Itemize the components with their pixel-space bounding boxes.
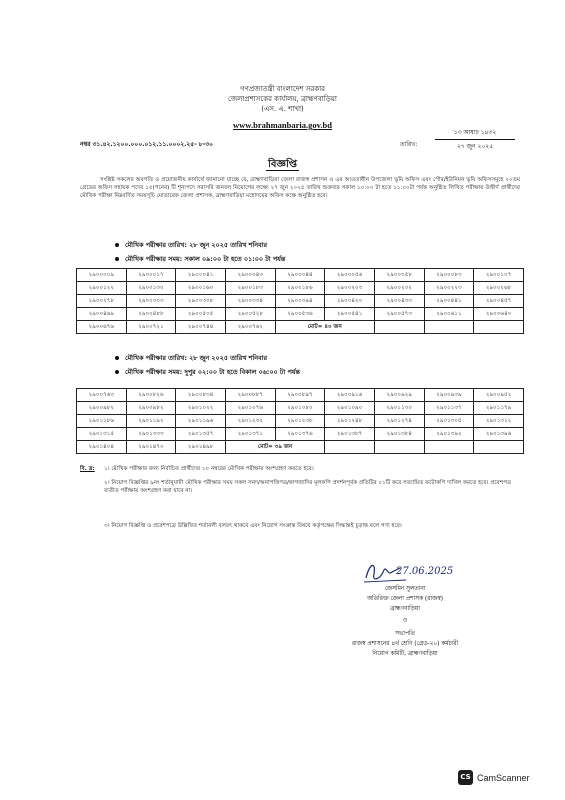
roll-cell: ২৯০০৮২৬	[126, 389, 176, 402]
bullet-icon	[115, 257, 119, 261]
memo-number: নম্বর ৩১.৪২.১২০০.০০০.০১২.১১.০০০২.২৫- ৮-৩০	[80, 141, 213, 148]
roll-cell: ২৯০১৩৫৭	[176, 428, 226, 441]
table-row	[77, 415, 524, 428]
roll-cell: ২৯০০১০৭	[474, 269, 524, 282]
roll-cell: ২৯০১৩৮৭	[325, 428, 375, 441]
roll-cell: ২৯০১৩৯৬	[474, 428, 524, 441]
roll-cell: ২৯০০৬৭৬	[77, 321, 127, 334]
table-row	[77, 269, 524, 282]
roll-cell: ২৯০০৯২৯	[374, 389, 424, 402]
note-1: ১। মৌখিক পরীক্ষার জন্য নির্বাচিত প্রার্থীদের ১০ নম্বরের মৌখিক পরীক্ষায় অংশগ্রহণ করতে হবে।	[104, 466, 314, 472]
roll-cell: ২৯০০১২২	[77, 282, 127, 295]
roll-cell: ২৯০১৩০৫	[424, 415, 474, 428]
roll-cell: ২৯০০৪৩৩	[374, 295, 424, 308]
roll-cell: ২৯০০৮৮৭	[225, 389, 275, 402]
table-row	[77, 321, 524, 334]
roll-cell: ২৯০১৪৯৮	[176, 441, 226, 454]
roll-cell: ২৯০০৪৬৯	[77, 308, 127, 321]
roll-cell: ২৯০০৫৭৩	[374, 308, 424, 321]
roll-cell: ২৯০০০০৯	[77, 269, 127, 282]
roll-cell: ২৯০১১৩৭	[424, 402, 474, 415]
roll-cell: ২৯০১৪৭০	[126, 441, 176, 454]
date-bangla: ১৩ আষাঢ় ১৪৩২	[435, 127, 515, 140]
roll-cell: ২৯০০৭৬৩	[77, 389, 127, 402]
roll-cell: ২৯০০৭৬২	[225, 321, 275, 334]
empty-cell	[424, 441, 474, 454]
roll-cell: ২৯০১২৩২	[225, 415, 275, 428]
roll-cell: ২৯০০৪২০	[325, 295, 375, 308]
total-count: মোট= ৩৯ জন	[225, 441, 324, 454]
roll-cell: ২৯০০৪৪১	[424, 295, 474, 308]
roll-cell: ২৯০১১৯৬	[176, 415, 226, 428]
roll-cell: ২৯০১১৩০	[374, 402, 424, 415]
roll-cell: ২৯০০৭৪৪	[176, 321, 226, 334]
signatory-office: ব্রাহ্মণবাড়িয়া	[390, 606, 420, 612]
date-gregorian: ২৭ জুন ২০২৫	[456, 143, 494, 150]
roll-cell: ২৯০১১৮৬	[77, 415, 127, 428]
roll-cell: ২৯০০০৪৪	[275, 269, 325, 282]
roll-cell: ২৯০১৩৯২	[424, 428, 474, 441]
notes-label: বি. দ্র:	[80, 466, 95, 472]
roll-cell: ২৯০০২৬৮	[474, 282, 524, 295]
notice-title: বিজ্ঞপ্তি	[267, 159, 298, 170]
roll-cell: ২৯০০১৮৩	[225, 282, 275, 295]
roll-cell: ২৯০০৯৫২	[474, 389, 524, 402]
roll-cell: ২৯০০২২৩	[424, 282, 474, 295]
date-label: তারিখ:	[400, 141, 418, 148]
bullet-icon	[115, 356, 119, 360]
roll-cell: ২৯০১২৪৮	[325, 415, 375, 428]
roll-cell: ২৯০০৩০৮	[176, 295, 226, 308]
roll-cell: ২৯০০৭২১	[126, 321, 176, 334]
note-2: ২। নিয়োগ বিজ্ঞপ্তির ৯নং শর্তানুযায়ী মৌখিক পরীক্ষার সময় সকল সনদ/অনাপত্তিপত্র/কাগজাদির মূলকপি প্রদর্শনপূর্বক প্রতিটির ০১টি করে সত্যায়িত ফটোকপি দাখিল করতে হবে। প্রবেশপত্র ব্যতীত পরীক্ষায় অংশগ্রহণ করা যাবে না।	[104, 480, 511, 495]
roll-cell: ২৯০০০৫৬	[325, 269, 375, 282]
roll-cell: ২৯০০৬১১	[424, 308, 474, 321]
handwritten-signature: 27.06.2025	[360, 558, 480, 588]
roll-cell: ২৯০১০৯০	[325, 402, 375, 415]
session2-roll-table	[76, 388, 524, 454]
roll-cell: ২৯০০৬৪০	[474, 308, 524, 321]
roll-cell: ২৯০০৫৩৬	[275, 308, 325, 321]
roll-cell: ২৯০০২০৩	[325, 282, 375, 295]
roll-cell: ২৯০১২৭৪	[374, 415, 424, 428]
roll-cell: ২৯০১১৯২	[126, 415, 176, 428]
roll-cell: ২৯০০৩৯৪	[275, 295, 325, 308]
govt-name: গণপ্রজাতন্ত্রী বাংলাদেশ সরকার	[240, 85, 325, 93]
roll-cell: ২৯০০৫৪১	[325, 308, 375, 321]
roll-cell: ২৯০১৩৮৪	[374, 428, 424, 441]
bullet-icon	[115, 243, 119, 247]
roll-cell: ২৯০০৩৩৪	[225, 295, 275, 308]
roll-cell: ২৯০০০৫৮	[374, 269, 424, 282]
roll-cell: ২৯০১০২২	[176, 402, 226, 415]
section-name: (এস. এ. শাখা)	[261, 105, 304, 113]
session2-date: মৌখিক পরীক্ষার তারিখ: ২৮ জুন ২০২৫ তারিখ শনিবার	[115, 353, 267, 364]
signatory-and: ও	[402, 618, 408, 624]
camscanner-logo-icon: CS	[458, 770, 473, 785]
bullet-icon	[115, 370, 119, 374]
signatory-designation: অতিরিক্ত জেলা প্রশাসক (রাজস্ব)	[366, 596, 443, 602]
total-count: মোট= ৪০ জন	[275, 321, 374, 334]
committee-line-2: নিয়োগ কমিটি, ব্রাহ্মণবাড়িয়া	[372, 651, 438, 657]
empty-cell	[374, 321, 424, 334]
roll-cell: ২৯০০০১৭	[126, 269, 176, 282]
roll-cell: ২৯০১৩৭১	[225, 428, 275, 441]
roll-cell: ২৯০০৮৩৪	[176, 389, 226, 402]
table-row	[77, 308, 524, 321]
roll-cell: ২৯০০৮৯৭	[275, 389, 325, 402]
roll-cell: ২৯০০০৪১	[176, 269, 226, 282]
table-row	[77, 282, 524, 295]
roll-cell: ২৯০১০৮০	[275, 402, 325, 415]
roll-cell: ২৯০১৪০৪	[77, 441, 127, 454]
roll-cell: ২৯০০৫০৫	[176, 308, 226, 321]
roll-cell: ২৯০০০৪৩	[225, 269, 275, 282]
roll-cell: ২৯০১২৩৮	[275, 415, 325, 428]
session1-time: মৌখিক পরীক্ষার সময়: সকাল ০৯:০০ টা হতে ০১:০০ টা পর্যন্ত	[115, 254, 285, 265]
roll-cell: ২৯০০৪৮৮	[126, 308, 176, 321]
table-row	[77, 441, 524, 454]
session1-roll-table	[76, 268, 524, 334]
roll-cell: ২৯০০১৮৬	[275, 282, 325, 295]
table-row	[77, 428, 524, 441]
camscanner-text: CamScanner	[477, 772, 530, 783]
empty-cell	[424, 321, 474, 334]
empty-cell	[474, 321, 524, 334]
roll-cell: ২৯০০৫২৮	[225, 308, 275, 321]
empty-cell	[325, 441, 375, 454]
roll-cell: ২৯০০১৩০	[126, 282, 176, 295]
session2-time: মৌখিক পরীক্ষার সময়: দুপুর ০২:০০ টা হতে বিকাল ০৬:০০ টা পর্যন্ত	[115, 367, 300, 378]
roll-cell: ২৯০০৯১৬	[325, 389, 375, 402]
roll-cell: ২৯০০৩০৩	[126, 295, 176, 308]
office-name: জেলাপ্রশাসকের কার্যালয়, ব্রাহ্মণবাড়িয়া	[228, 95, 337, 103]
signatory-name: জেসমিন সুলতানা	[384, 586, 426, 592]
roll-cell: ২৯০১১৭৯	[474, 402, 524, 415]
roll-cell: ২৯০০২৭৮	[77, 295, 127, 308]
empty-cell	[474, 441, 524, 454]
roll-cell: ২৯০১৩১২	[474, 415, 524, 428]
roll-cell: ২৯০১০৭৬	[225, 402, 275, 415]
roll-cell: ২৯০০৯৮২	[126, 402, 176, 415]
website-link[interactable]: www.brahmanbaria.gov.bd	[233, 120, 332, 130]
roll-cell: ২৯০০০৮৩	[424, 269, 474, 282]
intro-paragraph: সংশ্লিষ্ট সকলের অবগতি ও প্রয়োজনীয় কার্যার্থে জানানো যাচ্ছে যে, ব্রাহ্মণবাড়িয়া জেলা রাজস্ব প্রশাসন ও এর আওতাধীন উপজেলা ভূমি অফিস এবং পৌর/ইউনিয়ন ভূমি অফিসসমূহে ২০তম গ্রেডের অফিস সহায়ক পদের ১৫(পনের) টি শূন্যপদে সরাসরি জনবল নিয়োগের লক্ষ্যে ২৭ জুন ২০২৫ তারিখ শুক্রবার সকাল ১০:০০ টা হতে ১১:০০টা পর্যন্ত অনুষ্ঠিত লিখিত পরীক্ষায় উত্তীর্ণ প্রার্থীদের মৌখিক পরীক্ষা নিম্নবর্ণিত সময়সূচি মোতাবেক জেলা প্রশাসক, ব্রাহ্মণবাড়িয়া মহোদয়ের অফিস কক্ষে অনুষ্ঠিত হবে।	[80, 177, 520, 199]
empty-cell	[374, 441, 424, 454]
table-row	[77, 389, 524, 402]
committee-line-1: রাজস্ব প্রশাসনের ৪র্থ শ্রেণি (গ্রেড-২০) কর্মচারী	[351, 641, 459, 647]
table-row	[77, 402, 524, 415]
note-3: ৩। নিয়োগ বিজ্ঞপ্তি ও প্রবেশপত্রে উল্লিখিত শর্তাবলী বলবৎ থাকবে এবং নিয়োগ সংক্রান্ত বিষয়ে কর্তৃপক্ষের সিদ্ধান্তই চূড়ান্ত বলে গণ্য হবে।	[104, 523, 402, 529]
table-row	[77, 295, 524, 308]
roll-cell: ২৯০০৪৫৭	[474, 295, 524, 308]
roll-cell: ২৯০০১৬০	[176, 282, 226, 295]
roll-cell: ২৯০১৩৩৩	[126, 428, 176, 441]
roll-cell: ২৯০১৩৭৬	[275, 428, 325, 441]
roll-cell: ২৯০০৯৩৯	[424, 389, 474, 402]
roll-cell: ২৯০১৩১৫	[77, 428, 127, 441]
roll-cell: ২৯০০৯৮২	[77, 402, 127, 415]
roll-cell: ২৯০০২০২	[374, 282, 424, 295]
camscanner-watermark	[458, 770, 530, 785]
signatory-role: সভাপতি	[395, 631, 415, 637]
session1-date: মৌখিক পরীক্ষার তারিখ: ২৮ জুন ২০২৫ তারিখ শনিবার	[115, 240, 267, 251]
